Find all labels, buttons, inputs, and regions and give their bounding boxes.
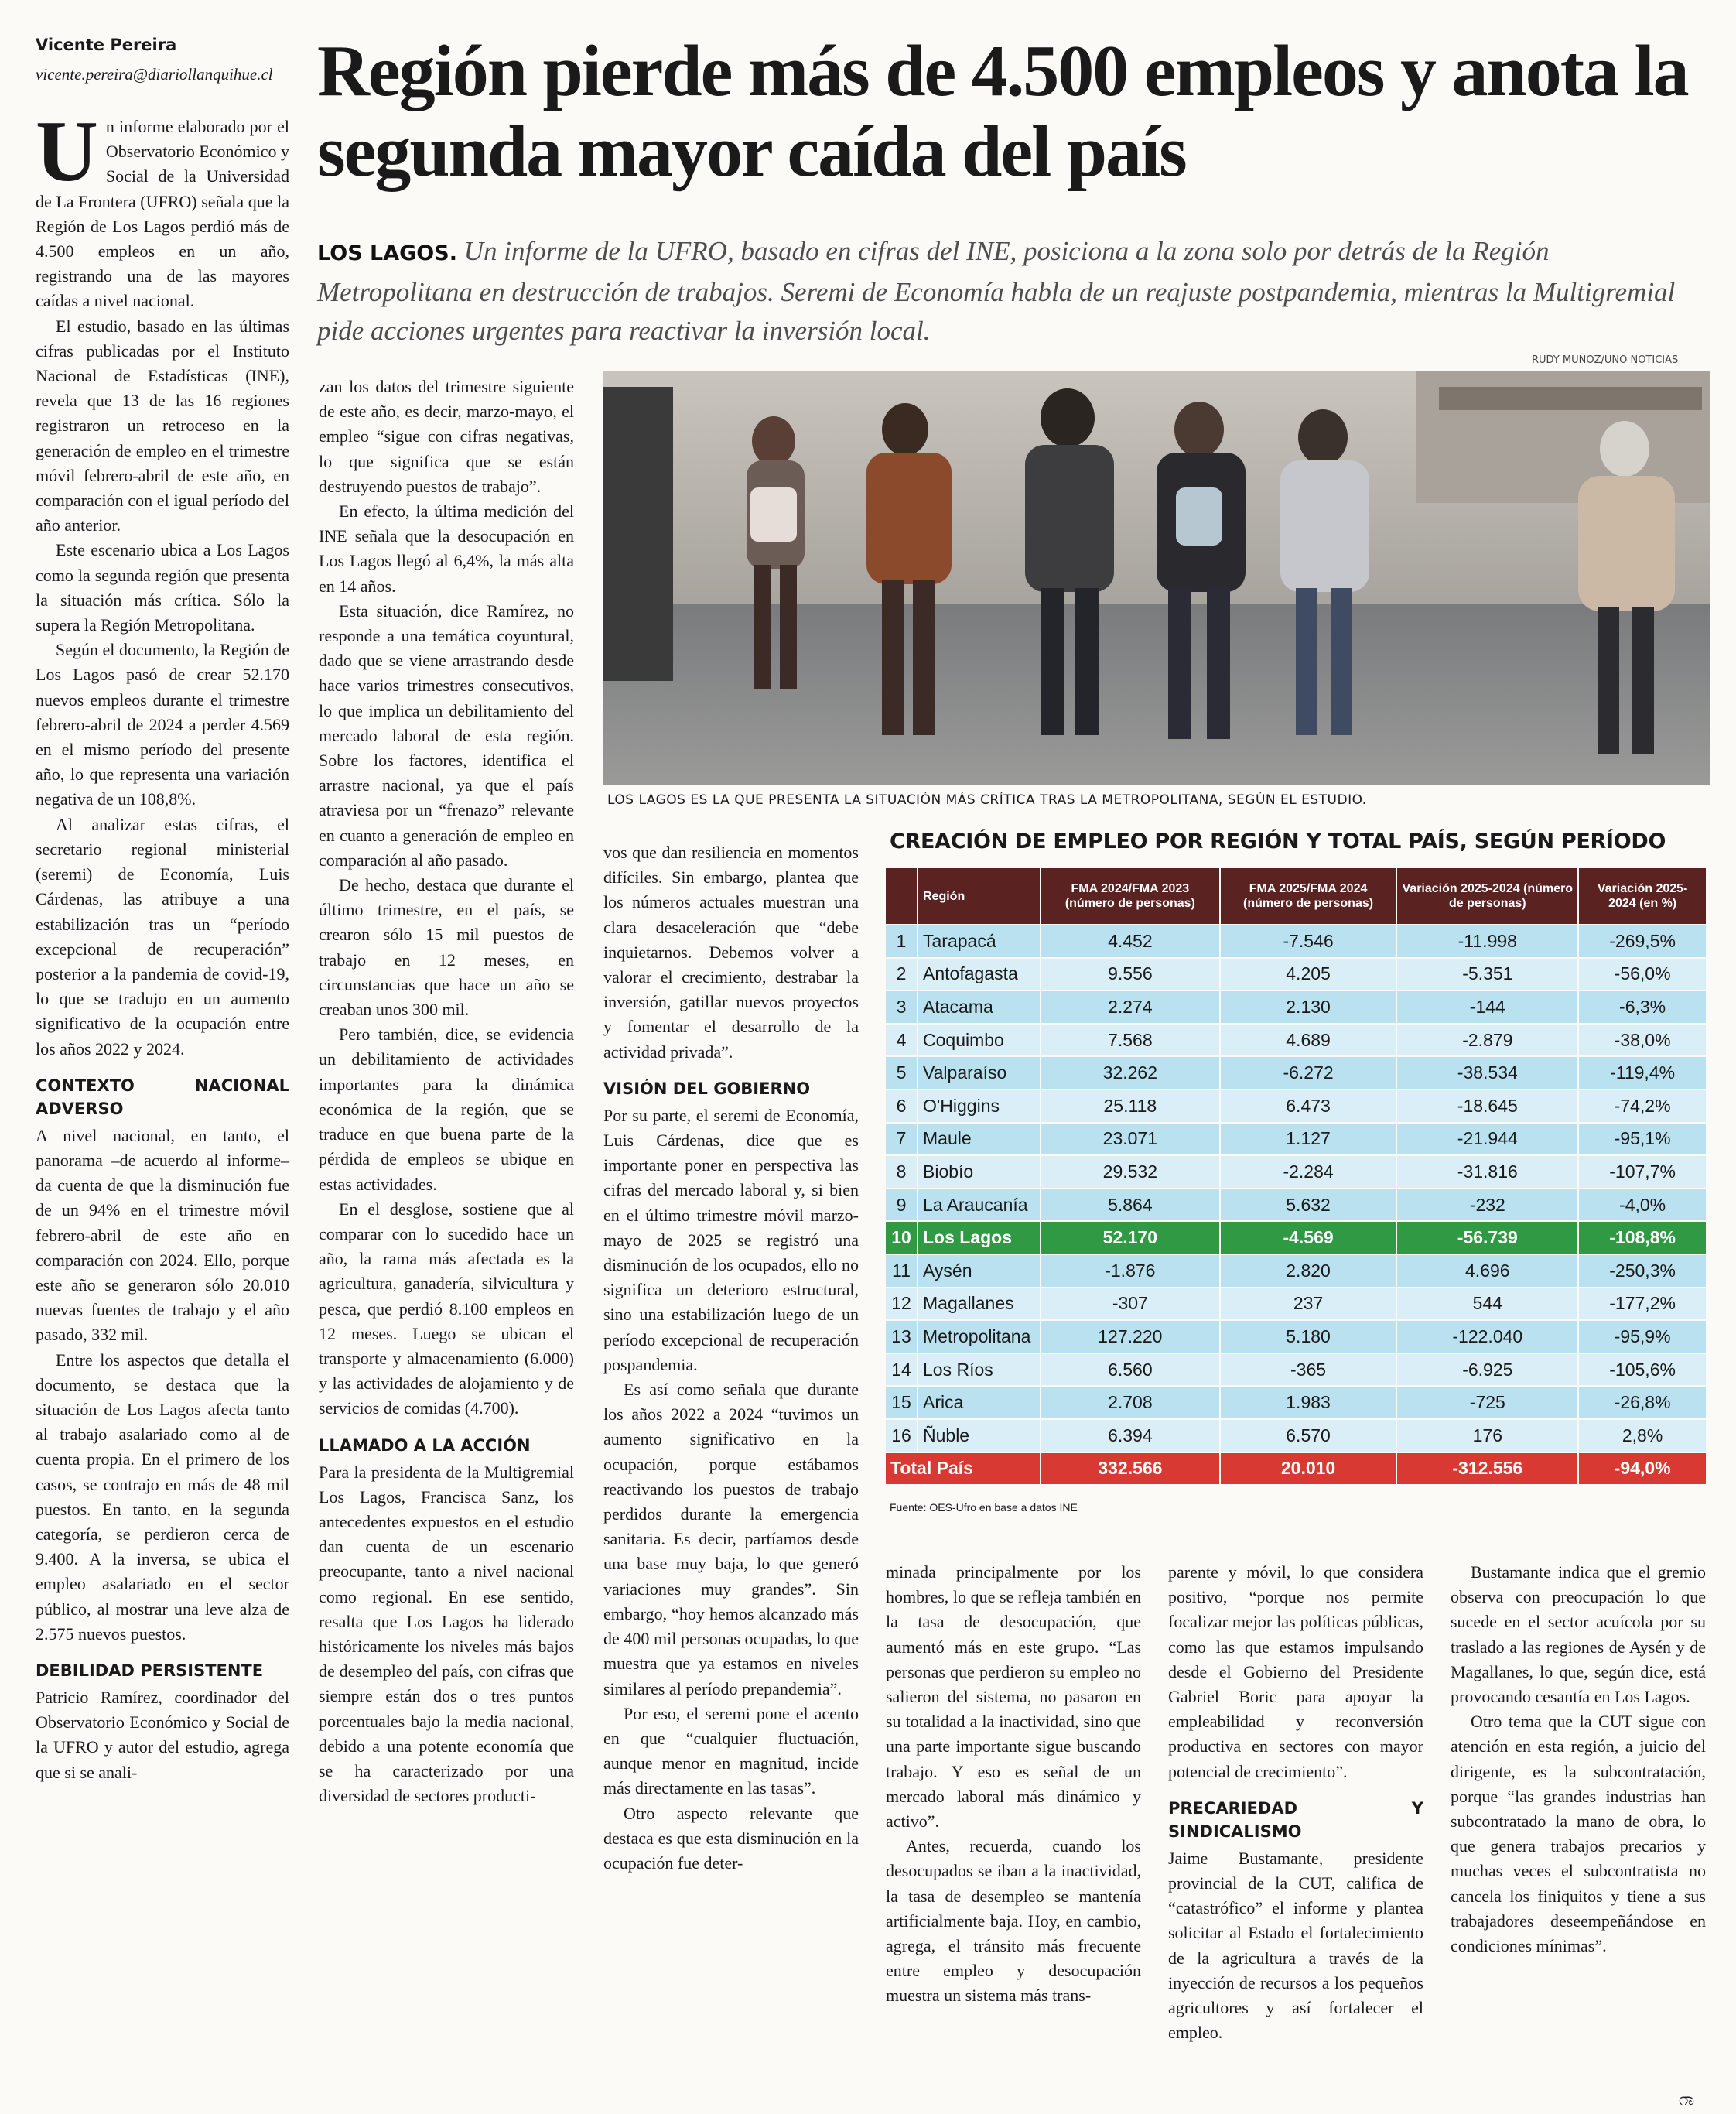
paragraph: En efecto, la última medición del INE señala que la desocupación en Los Lagos llegó al 6,4%, la más alta en 14 años. — [319, 501, 574, 596]
table-total-row — [886, 1452, 1706, 1485]
article-column-1 — [36, 104, 289, 1785]
table-cell: -6,3% — [1578, 990, 1706, 1024]
table-cell: -177,2% — [1578, 1288, 1706, 1321]
table-cell: -56.739 — [1396, 1221, 1578, 1254]
row-index: 8 — [886, 1155, 918, 1189]
table-cell: -4.569 — [1220, 1221, 1397, 1254]
table-cell: -269,5% — [1578, 925, 1706, 958]
table-header: Variación 2025-2024 (número de personas) — [1396, 868, 1578, 925]
paragraph: Esta situación, dice Ramírez, no responde a una temática coyuntural, dado que se viene arrastrando desde hace varios trimestres consecutivos, lo que implica un debilitamiento del mercado laboral de esta región. Sobre los factores, identifica el arrastre nacional, ya que el país atraviesa por un “frenazo” relevante en cuanto a generación de empleo en comparación al año pasado. — [319, 600, 574, 870]
table-cell: 176 — [1396, 1419, 1578, 1452]
table-row — [886, 1320, 1706, 1353]
paragraph: zan los datos del trimestre siguiente de este año, es decir, marzo-mayo, el empleo “sigue con cifras negativas, lo que significa que se están destruyendo puestos de trabajo”. — [319, 377, 574, 496]
article-column-5 — [1168, 1560, 1423, 2045]
photo-street-pedestrians — [603, 371, 1710, 785]
table-source: Fuente: OES-Ufro en base a datos INE — [890, 1501, 1078, 1514]
table-cell: 4.689 — [1220, 1024, 1397, 1057]
table-cell: -21.944 — [1396, 1123, 1578, 1156]
region-name: Coquimbo — [918, 1024, 1041, 1057]
paragraph: Bustamante indica que el gremio observa con preocupación lo que sucede en el sector acuícola por su traslado a las regiones de Aysén y de Magallanes, lo que, según dice, está provocando cesantía en Los Lagos. — [1451, 1562, 1706, 1707]
table-cell: -4,0% — [1578, 1189, 1706, 1222]
region-name: Tarapacá — [918, 925, 1041, 958]
table-row — [886, 958, 1706, 991]
row-index: 16 — [886, 1419, 918, 1452]
table-title: CREACIÓN DE EMPLEO POR REGIÓN Y TOTAL PAÍS, SEGÚN PERÍODO — [890, 830, 1666, 853]
author-name: Vicente Pereira — [36, 36, 177, 54]
table-row — [886, 1419, 1706, 1452]
table-cell: 5.632 — [1220, 1189, 1397, 1222]
row-index: 5 — [886, 1056, 918, 1089]
table-row — [886, 1288, 1706, 1321]
table-cell: -6.925 — [1396, 1353, 1578, 1387]
table-cell: 6.570 — [1220, 1419, 1397, 1452]
photo-credit: RUDY MUÑOZ/UNO NOTICIAS — [1532, 354, 1679, 366]
article-column-4 — [886, 1560, 1141, 2009]
table-cell: 7.568 — [1041, 1024, 1220, 1057]
table-cell: 1.983 — [1220, 1386, 1397, 1419]
table-cell: 4.696 — [1396, 1254, 1578, 1288]
table-header — [886, 868, 918, 925]
table-row — [886, 1155, 1706, 1189]
paragraph: El estudio, basado en las últimas cifras publicadas por el Instituto Nacional de Estadísticas (INE), revela que 13 de las 16 regiones registraron un retroceso en la generación de empleo en el trimestre móvil febrero-abril de este año, en comparación con el igual período del año anterior. — [36, 316, 289, 535]
table-cell: 2.130 — [1220, 990, 1397, 1024]
table-cell: -232 — [1396, 1189, 1578, 1222]
section-heading: PRECARIEDAD Y SINDICALISMO — [1168, 1798, 1423, 1841]
article-column-2 — [319, 375, 574, 1808]
table-cell: -38,0% — [1578, 1024, 1706, 1057]
table-cell: -122.040 — [1396, 1320, 1578, 1353]
table-cell: 2.820 — [1220, 1254, 1397, 1288]
paragraph: De hecho, destaca que durante el último trimestre, en el país, se crearon sólo 15 mil puestos de trabajo en 12 meses, en circunstancias que hace un año se creaban unos 300 mil. — [319, 875, 574, 1020]
table-cell: 4.205 — [1220, 958, 1397, 991]
row-index: 4 — [886, 1024, 918, 1057]
table-row — [886, 925, 1706, 958]
lead-tag: LOS LAGOS. — [317, 241, 457, 265]
table-row — [886, 1024, 1706, 1057]
paragraph: Es así como señala que durante los años 2022 a 2024 “tuvimos un aumento significativo en la ocupación, porque estábamos reactivando los puestos de trabajo perdidos durante la emergencia sanitaria. Es decir, partíamos desde una base muy baja, lo que generó variaciones muy grandes”. Sin embargo, “hoy hemos alcanzado más de 400 mil personas ocupadas, lo que muestra que ya estamos en niveles similares al período prepandemia”. — [603, 1380, 859, 1698]
table-cell: -18.645 — [1396, 1089, 1578, 1123]
table-row — [886, 990, 1706, 1024]
table-cell: -725 — [1396, 1386, 1578, 1419]
drop-cap: U — [36, 104, 98, 200]
paragraph: Otro tema que la CUT sigue con atención en esta región, a juicio del dirigente, es la subcontratación, porque “las grandes industrias han subcontratado la mano de obra, lo que genera trabajos precarios y muchas veces el subcontratista no cancela los finiquitos y tiene a sus trabajadores deseempeñándose en condiciones mínimas”. — [1451, 1712, 1706, 1956]
region-name: Magallanes — [918, 1288, 1041, 1321]
paragraph: A nivel nacional, en tanto, el panorama –de acuerdo al informe– da cuenta de que la disminución fue de un 94% en el trimestre móvil febrero-abril de este año en comparación con 2024. Ello, porque este año se generaron sólo 20.010 nuevas fuentes de trabajo y el año pasado, 332 mil. — [36, 1125, 289, 1345]
paragraph: Según el documento, la Región de Los Lagos pasó de crear 52.170 nuevos empleos durante el trimestre febrero-abril de 2024 a perder 4.569 en el mismo período del presente año, lo que representa una variación negativa de un 108,8%. — [36, 640, 289, 809]
article-column-3 — [603, 840, 859, 1876]
region-name: Los Lagos — [918, 1221, 1041, 1254]
table-header: Región — [918, 868, 1041, 925]
section-heading: VISIÓN DEL GOBIERNO — [603, 1079, 811, 1098]
region-name: La Araucanía — [918, 1189, 1041, 1222]
paragraph: minada principalmente por los hombres, lo que se refleja también en la tasa de desocupación, que aumentó más en este grupo. “Las personas que perdieron su empleo no salieron del sistema, no pasaron en su totalidad a la inactividad, sino que una parte importante sigue buscando trabajo. Y eso es señal de un mercado laboral más dinámico y activo”. — [886, 1562, 1141, 1832]
table-cell: 5.864 — [1041, 1189, 1220, 1222]
paragraph: Al analizar estas cifras, el secretario regional ministerial (seremi) de Economía, Luis Cárdenas, las atribuye a una estabilización tras un “período excepcional de recuperación” posterior a la pandemia de covid-19, lo que se tradujo en un aumento significativo de la ocupación entre los años 2022 y 2024. — [36, 814, 289, 1059]
table-cell: -250,3% — [1578, 1254, 1706, 1288]
table-cell: -119,4% — [1578, 1056, 1706, 1089]
region-name: Aysén — [918, 1254, 1041, 1288]
table-cell: -108,8% — [1578, 1221, 1706, 1254]
paragraph: Este escenario ubica a Los Lagos como la segunda región que presenta la situación más crítica. Sólo la supera la Región Metropolitana. — [36, 540, 289, 635]
table-cell: -2.284 — [1220, 1155, 1397, 1189]
table-row — [886, 1386, 1706, 1419]
paragraph: parente y móvil, lo que considera positivo, “porque nos permite focalizar mejor las políticas públicas, como las que estamos impulsando desde el Gobierno del Presidente Gabriel Boric para apoyar la empleabilidad y reconversión productiva en sectores con mayor potencial de crecimiento”. — [1168, 1562, 1423, 1781]
table-cell: -1.876 — [1041, 1254, 1220, 1288]
table-cell: -2.879 — [1396, 1024, 1578, 1057]
region-name: Antofagasta — [918, 958, 1041, 991]
row-index: 9 — [886, 1189, 918, 1222]
lead-text: Un informe de la UFRO, basado en cifras del INE, posiciona a la zona solo por detrás de la Región Metropolitana en destrucción de trabajos. Seremi de Economía habla de un reajuste postpandemia, mientras la Multigremial pide acciones urgentes para reactivar la inversión local. — [317, 236, 1676, 346]
region-name: Metropolitana — [918, 1320, 1041, 1353]
section-heading: LLAMADO A LA ACCIÓN — [319, 1435, 531, 1455]
table-cell: 127.220 — [1041, 1320, 1220, 1353]
region-name: Los Ríos — [918, 1353, 1041, 1387]
headline: Región pierde más de 4.500 empleos y anota la segunda mayor caída del país — [317, 31, 1688, 192]
article-column-6 — [1451, 1560, 1706, 1958]
paragraph: Antes, recuerda, cuando los desocupados se iban a la inactividad, la tasa de desempleo se mantenía artificialmente baja. Hoy, en cambio, agrega, el tránsito más frecuente entre empleo y desocupación muestra un sistema más trans- — [886, 1836, 1141, 2006]
lead-paragraph — [317, 232, 1702, 351]
table-cell: 237 — [1220, 1288, 1397, 1321]
end-mark: ೧ಾ — [1679, 2089, 1695, 2109]
row-index: 10 — [886, 1221, 918, 1254]
table-cell: 20.010 — [1220, 1452, 1397, 1485]
row-index: 7 — [886, 1123, 918, 1156]
paragraph: Entre los aspectos que detalla el documento, se destaca que la situación de Los Lagos afecta tanto al trabajo asalariado como al de cuenta propia. En el primero de los casos, se contrajo en más de 48 mil puestos. En tanto, en la segunda categoría, se perdieron cerca de 9.400. A la inversa, se ubica el empleo asalariado en el sector público, al mostrar una leve alza de 2.575 nuevos puestos. — [36, 1349, 289, 1644]
table-cell: -307 — [1041, 1288, 1220, 1321]
table-cell: 1.127 — [1220, 1123, 1397, 1156]
total-label: Total País — [886, 1452, 1041, 1485]
paragraph: Por su parte, el seremi de Economía, Luis Cárdenas, dice que es importante poner en perspectiva las cifras del mercado laboral y, si bien en el último trimestre móvil marzo-mayo de 2025 se registró una disminución de los ocupados, ello no significa un deterioro estructural, sino una estabilización luego de un período excepcional de recuperación pospandemia. — [603, 1105, 859, 1374]
table-cell: -95,1% — [1578, 1123, 1706, 1156]
paragraph: En el desglose, sostiene que al comparar con lo sucedido hace un año, la rama más afectada es la agricultura, ganadería, silvicultura y pesca, que perdió 8.100 empleos en 12 meses. Luego se ubican el transporte y almacenamiento (6.000) y las actividades de alojamiento y de servicios de comidas (4.700). — [319, 1199, 574, 1418]
table-cell: 6.473 — [1220, 1089, 1397, 1123]
row-index: 2 — [886, 958, 918, 991]
section-heading: CONTEXTO NACIONAL ADVERSO — [36, 1076, 289, 1118]
table-cell: 23.071 — [1041, 1123, 1220, 1156]
row-index: 1 — [886, 925, 918, 958]
table-row — [886, 1123, 1706, 1156]
table-cell: -107,7% — [1578, 1155, 1706, 1189]
table-cell: 2.708 — [1041, 1386, 1220, 1419]
region-name: Valparaíso — [918, 1056, 1041, 1089]
region-name: Biobío — [918, 1155, 1041, 1189]
section-heading: DEBILIDAD PERSISTENTE — [36, 1661, 264, 1680]
row-index: 13 — [886, 1320, 918, 1353]
region-name: Arica — [918, 1386, 1041, 1419]
table-row — [886, 1353, 1706, 1387]
row-index: 3 — [886, 990, 918, 1024]
row-index: 14 — [886, 1353, 918, 1387]
table-cell: -31.816 — [1396, 1155, 1578, 1189]
paragraph: n informe elaborado por el Observatorio Económico y Social de la Universidad de La Frontera (UFRO) señala que la Región de Los Lagos perdió más de 4.500 empleos en un año, registrando una de las mayores caídas a nivel nacional. — [36, 117, 289, 311]
region-name: Maule — [918, 1123, 1041, 1156]
row-index: 11 — [886, 1254, 918, 1288]
table-cell: 32.262 — [1041, 1056, 1220, 1089]
table-header: FMA 2025/FMA 2024 (número de personas) — [1220, 868, 1397, 925]
table-cell: 2.274 — [1041, 990, 1220, 1024]
table-cell: -144 — [1396, 990, 1578, 1024]
table-row — [886, 1221, 1706, 1254]
table-cell: -38.534 — [1396, 1056, 1578, 1089]
paragraph: Patricio Ramírez, coordinador del Observatorio Económico y Social de la UFRO y autor del estudio, agrega que si se anali- — [36, 1687, 289, 1782]
paragraph: Pero también, dice, se evidencia un debilitamiento de actividades importantes para la dinámica económica de la región, que se traduce en que buena parte de la pérdida de empleos se ubique en estas actividades. — [319, 1025, 574, 1194]
table-row — [886, 1089, 1706, 1123]
table-cell: -6.272 — [1220, 1056, 1397, 1089]
table-cell: -7.546 — [1220, 925, 1397, 958]
table-cell: -56,0% — [1578, 958, 1706, 991]
row-index: 12 — [886, 1288, 918, 1321]
table-cell: -365 — [1220, 1353, 1397, 1387]
table-cell: -74,2% — [1578, 1089, 1706, 1123]
region-name: O'Higgins — [918, 1089, 1041, 1123]
table-cell: -26,8% — [1578, 1386, 1706, 1419]
table-cell: 52.170 — [1041, 1221, 1220, 1254]
region-name: Ñuble — [918, 1419, 1041, 1452]
paragraph: Para la presidenta de la Multigremial Los Lagos, Francisca Sanz, los antecedentes expuestos en el estudio dan cuenta de un escenario preocupante, tanto a nivel nacional como regional. En ese sentido, resalta que Los Lagos ha liderado históricamente los niveles más bajos de desempleo del país, con cifras que siempre están dos o tres puntos porcentuales bajo la media nacional, debido a una potente economía que se ha caracterizado por una diversidad de sectores producti- — [319, 1462, 574, 1806]
table-cell: -312.556 — [1396, 1452, 1578, 1485]
table-cell: 544 — [1396, 1288, 1578, 1321]
table-cell: 25.118 — [1041, 1089, 1220, 1123]
paragraph: Jaime Bustamante, presidente provincial de la CUT, califica de “catastrófico” el informe y plantea solicitar al Estado el fortalecimiento de la agricultura a través de la inyección de recursos a los pequeños agricultores y así fortalecer el empleo. — [1168, 1848, 1423, 2043]
table-cell: 6.560 — [1041, 1353, 1220, 1387]
table-cell: 29.532 — [1041, 1155, 1220, 1189]
paragraph: Otro aspecto relevante que destaca es que esta disminución en la ocupación fue deter- — [603, 1803, 859, 1873]
table-row — [886, 1254, 1706, 1288]
table-row — [886, 1056, 1706, 1089]
region-name: Atacama — [918, 990, 1041, 1024]
table-cell: 9.556 — [1041, 958, 1220, 991]
employment-table — [886, 868, 1706, 1484]
author-email: vicente.pereira@diariollanquihue.cl — [36, 65, 273, 84]
table-header: Variación 2025-2024 (en %) — [1578, 868, 1706, 925]
table-cell: 6.394 — [1041, 1419, 1220, 1452]
table-cell: -11.998 — [1396, 925, 1578, 958]
table-cell: -105,6% — [1578, 1353, 1706, 1387]
news-photo — [603, 371, 1710, 785]
row-index: 6 — [886, 1089, 918, 1123]
table-header: FMA 2024/FMA 2023 (número de personas) — [1041, 868, 1220, 925]
row-index: 15 — [886, 1386, 918, 1419]
paragraph: Por eso, el seremi pone el acento en que “cualquier fluctuación, aunque menor en magnitud, incide más directamente en las tasas”. — [603, 1703, 859, 1798]
table-cell: -94,0% — [1578, 1452, 1706, 1485]
table-cell: 2,8% — [1578, 1419, 1706, 1452]
photo-caption: LOS LAGOS ES LA QUE PRESENTA LA SITUACIÓN MÁS CRÍTICA TRAS LA METROPOLITANA, SEGÚN EL ESTUDIO. — [607, 792, 1367, 808]
table-cell: 4.452 — [1041, 925, 1220, 958]
table-cell: 5.180 — [1220, 1320, 1397, 1353]
table-cell: 332.566 — [1041, 1452, 1220, 1485]
table-cell: -5.351 — [1396, 958, 1578, 991]
table-cell: -95,9% — [1578, 1320, 1706, 1353]
table-row — [886, 1189, 1706, 1222]
paragraph: vos que dan resiliencia en momentos difíciles. Sin embargo, plantea que los números actuales muestran una clara desaceleración que “debe inquietarnos. Debemos volver a valorar el crecimiento, destrabar la inversión, gatillar nuevos proyectos y fomentar el desarrollo de la actividad privada”. — [603, 843, 859, 1062]
